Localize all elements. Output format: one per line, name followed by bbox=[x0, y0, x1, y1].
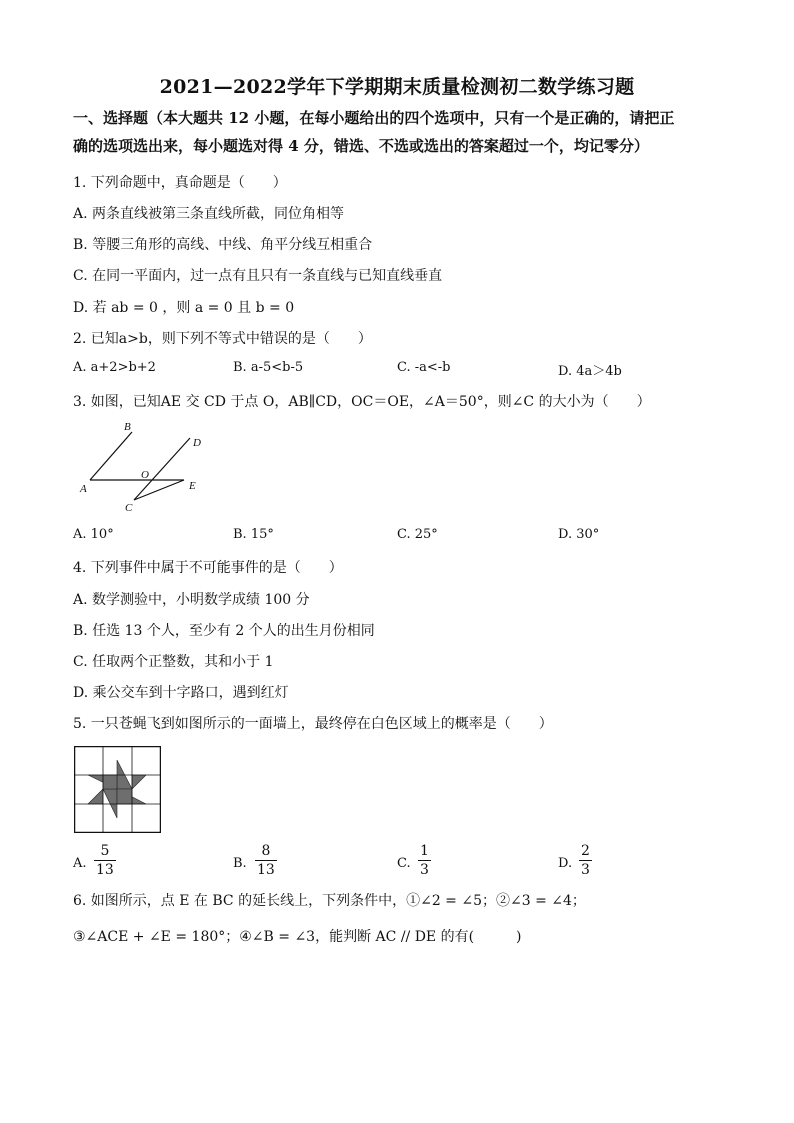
q5-option-a-denominator: 13 bbox=[96, 862, 114, 878]
q4-option-d: D. 乘公交车到十字路口，遇到红灯 bbox=[73, 685, 289, 701]
line-ce bbox=[134, 480, 184, 500]
line-ab bbox=[90, 432, 132, 480]
q3-option-d: D. 30° bbox=[558, 527, 600, 542]
q3-option-a: A. 10° bbox=[73, 527, 114, 542]
q5-option-c-fraction bbox=[418, 842, 431, 879]
q5-option-d-label: D. bbox=[558, 856, 573, 871]
q5-option-d-numerator: 2 bbox=[581, 843, 590, 859]
q4-option-c: C. 任取两个正整数，其和小于 1 bbox=[73, 654, 274, 670]
page-title: 2021—2022学年下学期期末质量检测初二数学练习题 bbox=[159, 76, 635, 98]
q5-option-d-denominator: 3 bbox=[581, 862, 590, 878]
label-e: E bbox=[189, 480, 196, 492]
q4-stem: 4. 下列事件中属于不可能事件的是（ ） bbox=[73, 560, 343, 576]
label-o: O bbox=[141, 469, 149, 481]
q5-option-b-denominator: 13 bbox=[257, 862, 275, 878]
q3-stem: 3. 如图，已知AE 交 CD 于点 O，AB∥CD，OC＝OE，∠A＝50°，则∠C 的大小为（ ） bbox=[73, 394, 651, 410]
section-heading bbox=[73, 104, 723, 160]
label-d: D bbox=[193, 437, 201, 449]
q5-option-b-numerator: 8 bbox=[261, 843, 271, 859]
q4-option-a: A. 数学测验中，小明数学成绩 100 分 bbox=[73, 592, 310, 608]
q2-stem: 2. 已知a>b，则下列不等式中错误的是（ ） bbox=[73, 331, 372, 347]
q2-option-d: D. 4a＞4b bbox=[558, 364, 622, 379]
q1-option-d: D. 若 ab = 0 ，则 a = 0 且 b = 0 bbox=[73, 300, 295, 316]
q5-option-a-label: A. bbox=[73, 856, 87, 871]
q6-stem-line-1: 6. 如图所示，点 E 在 BC 的延长线上，下列条件中，①∠2 = ∠5；②∠3 = ∠4； bbox=[73, 893, 586, 909]
label-c: C bbox=[125, 502, 133, 514]
q1-option-a: A. 两条直线被第三条直线所截，同位角相等 bbox=[73, 206, 345, 222]
q3-option-b: B. 15° bbox=[233, 527, 274, 542]
q2-option-a: A. a+2>b+2 bbox=[73, 360, 156, 375]
q5-grid-diagram bbox=[74, 746, 161, 833]
q5-option-c-label: C. bbox=[397, 856, 411, 871]
q5-option-d-fraction bbox=[579, 842, 592, 879]
q2-option-b: B. a-5<b-5 bbox=[233, 360, 304, 375]
q6-stem-line-2: ③∠ACE + ∠E = 180°；④∠B = ∠3，能判断 AC // DE 的有( ) bbox=[73, 929, 522, 945]
label-a: A bbox=[80, 483, 87, 495]
q5-figure bbox=[74, 746, 161, 833]
q5-stem: 5. 一只苍蝇飞到如图所示的一面墙上，最终停在白色区域上的概率是（ ） bbox=[73, 716, 553, 732]
q1-option-c: C. 在同一平面内，过一点有且只有一条直线与已知直线垂直 bbox=[73, 268, 443, 284]
q5-option-b-label: B. bbox=[233, 856, 247, 871]
q5-option-c-numerator: 1 bbox=[420, 843, 429, 859]
section-heading-line-2: 确的选项选出来，每小题选对得 4 分，错选、不选或选出的答案超过一个，均记零分） bbox=[73, 137, 649, 155]
q4-option-b: B. 任选 13 个人，至少有 2 个人的出生月份相同 bbox=[73, 623, 375, 639]
q3-figure bbox=[72, 418, 212, 518]
q3-geometry-diagram bbox=[72, 418, 212, 518]
q1-stem: 1. 下列命题中，真命题是（ ） bbox=[73, 175, 287, 191]
label-b: B bbox=[124, 421, 131, 433]
q3-option-c: C. 25° bbox=[397, 527, 438, 542]
q5-option-c-denominator: 3 bbox=[420, 862, 429, 878]
q1-option-b: B. 等腰三角形的高线、中线、角平分线互相重合 bbox=[73, 237, 373, 253]
q5-option-a-numerator: 5 bbox=[100, 843, 110, 859]
q5-option-b-fraction bbox=[255, 842, 277, 879]
section-heading-line-1: 一、选择题（本大题共 12 小题，在每小题给出的四个选项中，只有一个是正确的，请把正 bbox=[73, 109, 675, 127]
q2-option-c: C. -a<-b bbox=[397, 360, 451, 375]
q5-option-a-fraction bbox=[94, 842, 116, 879]
